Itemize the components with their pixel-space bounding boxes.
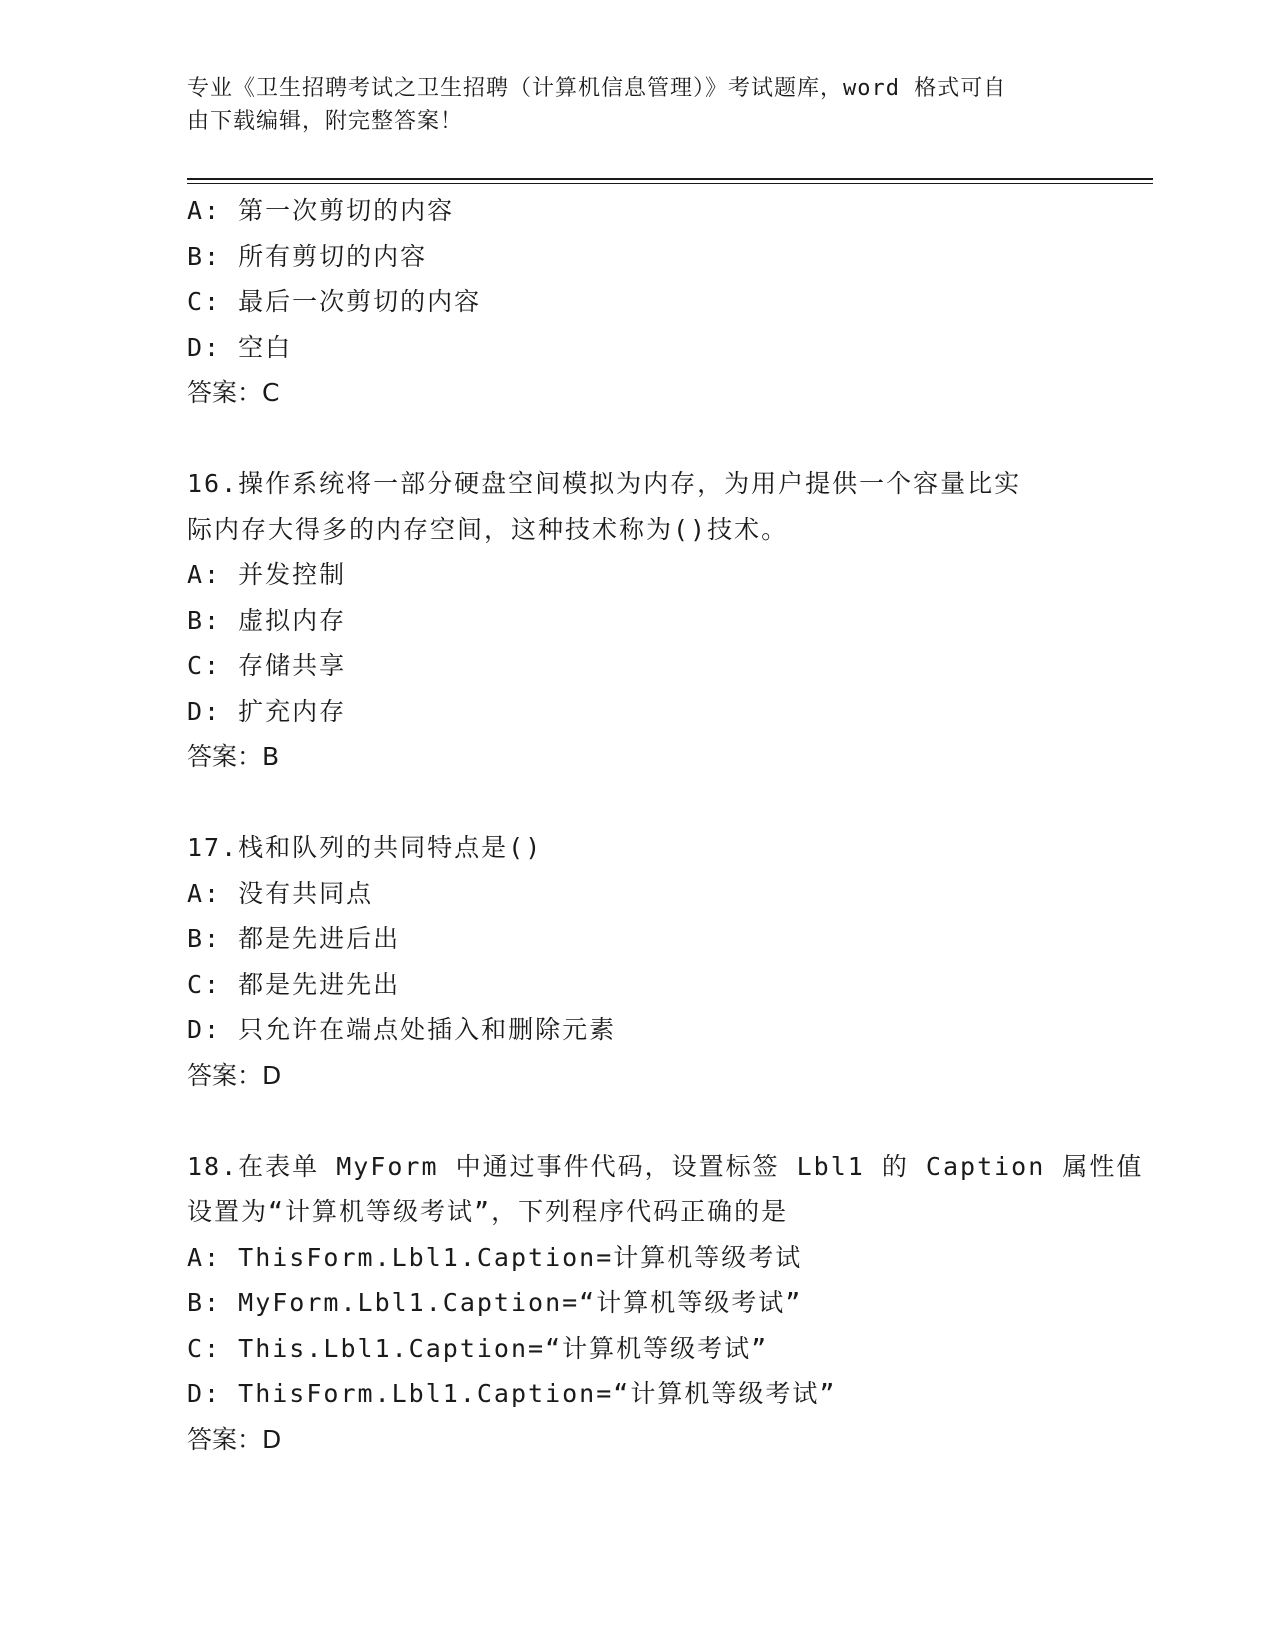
option-a: A: 没有共同点	[187, 878, 374, 908]
option-b: B: 所有剪切的内容	[187, 241, 428, 271]
option-d: D: 只允许在端点处插入和删除元素	[187, 1015, 617, 1044]
option-b: B: MyForm.Lbl1.Caption=“计算机等级考试”	[187, 1288, 803, 1317]
question-list	[187, 188, 1144, 1462]
question-stem-line-1: 16.操作系统将一部分硬盘空间模拟为内存，为用户提供一个容量比实	[187, 469, 1022, 498]
option-d: D: ThisForm.Lbl1.Caption=“计算机等级考试”	[187, 1379, 837, 1408]
option-c: C: 存储共享	[187, 651, 347, 680]
spacer	[187, 416, 1087, 462]
answer: 答案：C	[187, 378, 280, 407]
header-line-1: 专业《卫生招聘考试之卫生招聘（计算机信息管理）》考试题库，word 格式可自	[187, 76, 1007, 101]
document-header	[187, 72, 1087, 138]
header-divider-thick	[187, 178, 1153, 180]
spacer	[187, 780, 1087, 826]
header-divider-thin	[187, 183, 1153, 184]
question-18	[187, 1144, 1144, 1463]
question-stem-line-1: 18.在表单 MyForm 中通过事件代码，设置标签 Lbl1 的 Caption 属性值	[187, 1151, 1144, 1181]
header-line-2: 由下载编辑，附完整答案！	[187, 109, 464, 134]
spacer	[187, 1098, 1087, 1144]
option-a: A: 第一次剪切的内容	[187, 196, 455, 225]
option-c: C: 最后一次剪切的内容	[187, 287, 482, 316]
question-stem-line-1: 17.栈和队列的共同特点是()	[187, 833, 543, 862]
question-stem-line-2: 设置为“计算机等级考试”，下列程序代码正确的是	[187, 1197, 789, 1226]
option-c: C: 都是先进先出	[187, 969, 401, 999]
option-d: D: 空白	[187, 332, 293, 362]
answer: 答案：B	[187, 742, 280, 771]
option-c: C: This.Lbl1.Caption=“计算机等级考试”	[187, 1333, 769, 1363]
option-b: B: 都是先进后出	[187, 924, 401, 953]
question-17	[187, 825, 1087, 1098]
option-d: D: 扩充内存	[187, 696, 347, 726]
option-b: B: 虚拟内存	[187, 605, 347, 635]
answer: 答案：D	[187, 1060, 282, 1090]
option-a: A: 并发控制	[187, 560, 347, 589]
answer: 答案：D	[187, 1424, 282, 1454]
question-16	[187, 461, 1087, 780]
option-a: A: ThisForm.Lbl1.Caption=计算机等级考试	[187, 1242, 803, 1272]
question-stem-line-2: 际内存大得多的内存空间，这种技术称为()技术。	[187, 514, 789, 544]
question-15	[187, 188, 1087, 416]
